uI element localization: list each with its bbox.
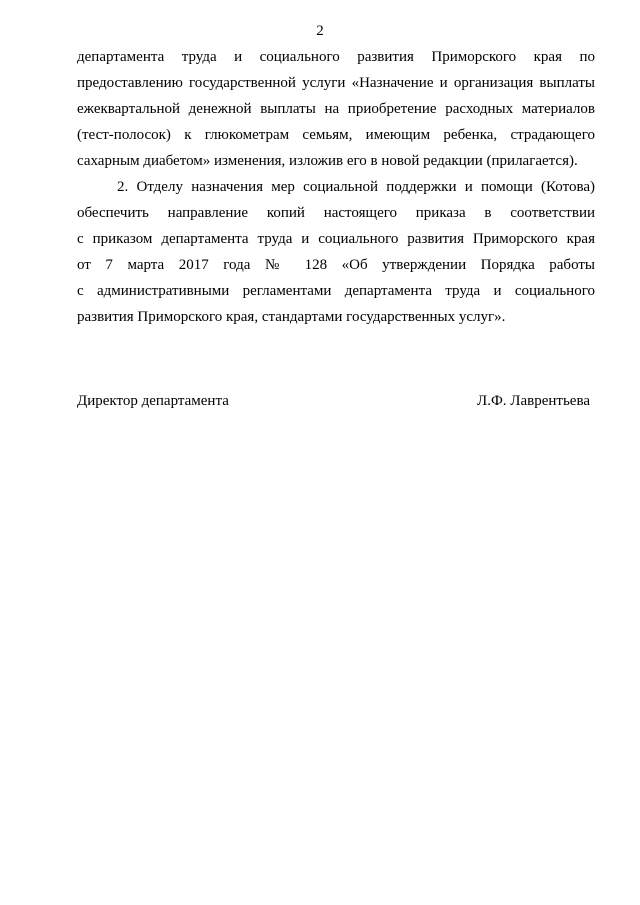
paragraph-2-line: от 7 марта 2017 года № 128 «Об утверждении Порядка работы [77, 257, 595, 273]
paragraph-2-line: с приказом департамента труда и социального развития Приморского края [77, 231, 595, 247]
paragraph-2 [77, 174, 595, 330]
paragraph-2-line: с административными регламентами департамента труда и социального [77, 283, 595, 299]
paragraph-2-line: обеспечить направление копий настоящего приказа в соответствии [77, 205, 595, 221]
signature-block [77, 391, 590, 411]
paragraph-2-line: развития Приморского края, стандартами государственных услуг». [77, 309, 506, 325]
paragraph-1 [77, 44, 595, 174]
paragraph-1-line: (тест-полосок) к глюкометрам семьям, имеющим ребенка, страдающего [77, 127, 595, 143]
paragraph-1-line: сахарным диабетом» изменения, изложив его в новой редакции (прилагается). [77, 153, 578, 169]
paragraph-1-line: предоставлению государственной услуги «Назначение и организация выплаты [77, 75, 595, 91]
paragraph-1-line: департамента труда и социального развития Приморского края по [77, 49, 595, 65]
paragraph-2-line: 2. Отделу назначения мер социальной поддержки и помощи (Котова) [117, 179, 595, 195]
page-number: 2 [316, 23, 324, 39]
signatory-position: Директор департамента [77, 393, 229, 409]
paragraph-1-line: ежеквартальной денежной выплаты на приобретение расходных материалов [77, 101, 595, 117]
signatory-name: Л.Ф. Лаврентьева [477, 393, 590, 409]
